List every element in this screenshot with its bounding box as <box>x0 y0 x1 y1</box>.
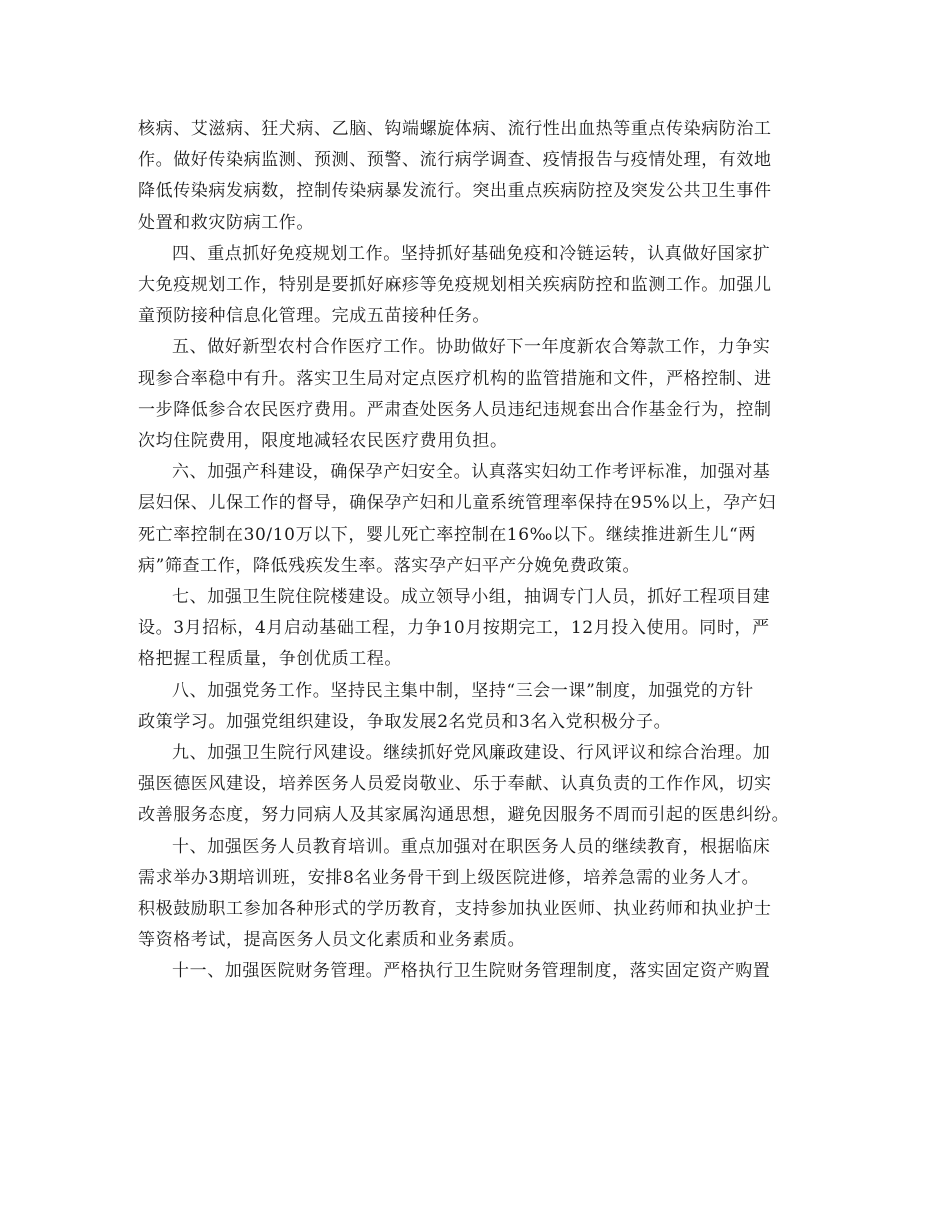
document-body <box>138 114 814 988</box>
paragraph-rural-cooperative-medical <box>138 332 814 457</box>
text-line: 四、重点抓好免疫规划工作。坚持抓好基础免疫和冷链运转，认真做好国家扩 <box>172 243 771 264</box>
text-line: 降低传染病发病数，控制传染病暴发流行。突出重点疾病防控及突发公共卫生事件 <box>138 181 772 202</box>
paragraph-inpatient-building <box>138 582 814 676</box>
paragraph-conduct <box>138 738 814 832</box>
text-line: 需求举办3期培训班，安排8名业务骨干到上级医院进修，培养急需的业务人才。 <box>138 867 760 888</box>
text-line: 积极鼓励职工参加各种形式的学历教育，支持参加执业医师、执业药师和执业护士 <box>138 899 772 920</box>
text-line: 现参合率稳中有升。落实卫生局对定点医疗机构的监管措施和文件，严格控制、进 <box>138 368 772 389</box>
text-line: 病”筛查工作，降低残疾发生率。落实孕产妇平产分娩免费政策。 <box>138 555 641 576</box>
paragraph-training <box>138 832 814 957</box>
text-line: 政策学习。加强党组织建设，争取发展2名党员和3名入党积极分子。 <box>138 711 672 732</box>
text-line: 十、加强医务人员教育培训。重点加强对在职医务人员的继续教育，根据临床 <box>172 836 771 857</box>
text-line: 设。3月招标，4月启动基础工程，力争10月按期完工，12月投入使用。同时，严 <box>138 618 770 639</box>
text-line: 童预防接种信息化管理。完成五苗接种任务。 <box>138 306 490 327</box>
paragraph-immunization <box>138 239 814 333</box>
paragraph-finance <box>138 956 814 987</box>
text-line: 六、加强产科建设，确保孕产妇安全。认真落实妇幼工作考评标准，加强对基 <box>172 462 771 483</box>
text-line: 改善服务态度，努力同病人及其家属沟通思想，避免因服务不周而引起的医患纠纷。 <box>138 805 790 826</box>
text-line: 等资格考试，提高医务人员文化素质和业务素质。 <box>138 930 526 951</box>
text-line: 十一、加强医院财务管理。严格执行卫生院财务管理制度，落实固定资产购置 <box>172 961 771 982</box>
text-line: 核病、艾滋病、狂犬病、乙脑、钩端螺旋体病、流行性出血热等重点传染病防治工 <box>138 119 772 139</box>
text-line: 次均住院费用，限度地减轻农民医疗费用负担。 <box>138 431 508 452</box>
text-line: 作。做好传染病监测、预测、预警、流行病学调查、疫情报告与疫情处理，有效地 <box>138 150 772 171</box>
paragraph-obstetrics <box>138 457 814 582</box>
paragraph-party-affairs <box>138 676 814 738</box>
text-line: 死亡率控制在30/10万以下，婴儿死亡率控制在16‰以下。继续推进新生儿“两 <box>138 524 756 545</box>
text-line: 五、做好新型农村合作医疗工作。协助做好下一年度新农合筹款工作，力争实 <box>172 337 771 358</box>
text-line: 大免疫规划工作，特别是要抓好麻疹等免疫规划相关疾病防控和监测工作。加强儿 <box>138 275 772 296</box>
text-line: 七、加强卫生院住院楼建设。成立领导小组，抽调专门人员，抓好工程项目建 <box>172 587 771 608</box>
text-line: 格把握工程质量，争创优质工程。 <box>138 649 402 670</box>
text-line: 八、加强党务工作。坚持民主集中制，坚持“三会一课”制度，加强党的方针 <box>172 680 754 701</box>
text-line: 层妇保、儿保工作的督导，确保孕产妇和儿童系统管理率保持在95%以上，孕产妇 <box>138 493 776 514</box>
paragraph-infectious-disease-tail <box>138 114 814 239</box>
text-line: 强医德医风建设，培养医务人员爱岗敬业、乐于奉献、认真负责的工作作风，切实 <box>138 774 772 795</box>
text-line: 九、加强卫生院行风建设。继续抓好党风廉政建设、行风评议和综合治理。加 <box>172 743 771 764</box>
text-line: 一步降低参合农民医疗费用。严肃查处医务人员违纪违规套出合作基金行为，控制 <box>138 399 772 420</box>
text-line: 处置和救灾防病工作。 <box>138 212 314 233</box>
